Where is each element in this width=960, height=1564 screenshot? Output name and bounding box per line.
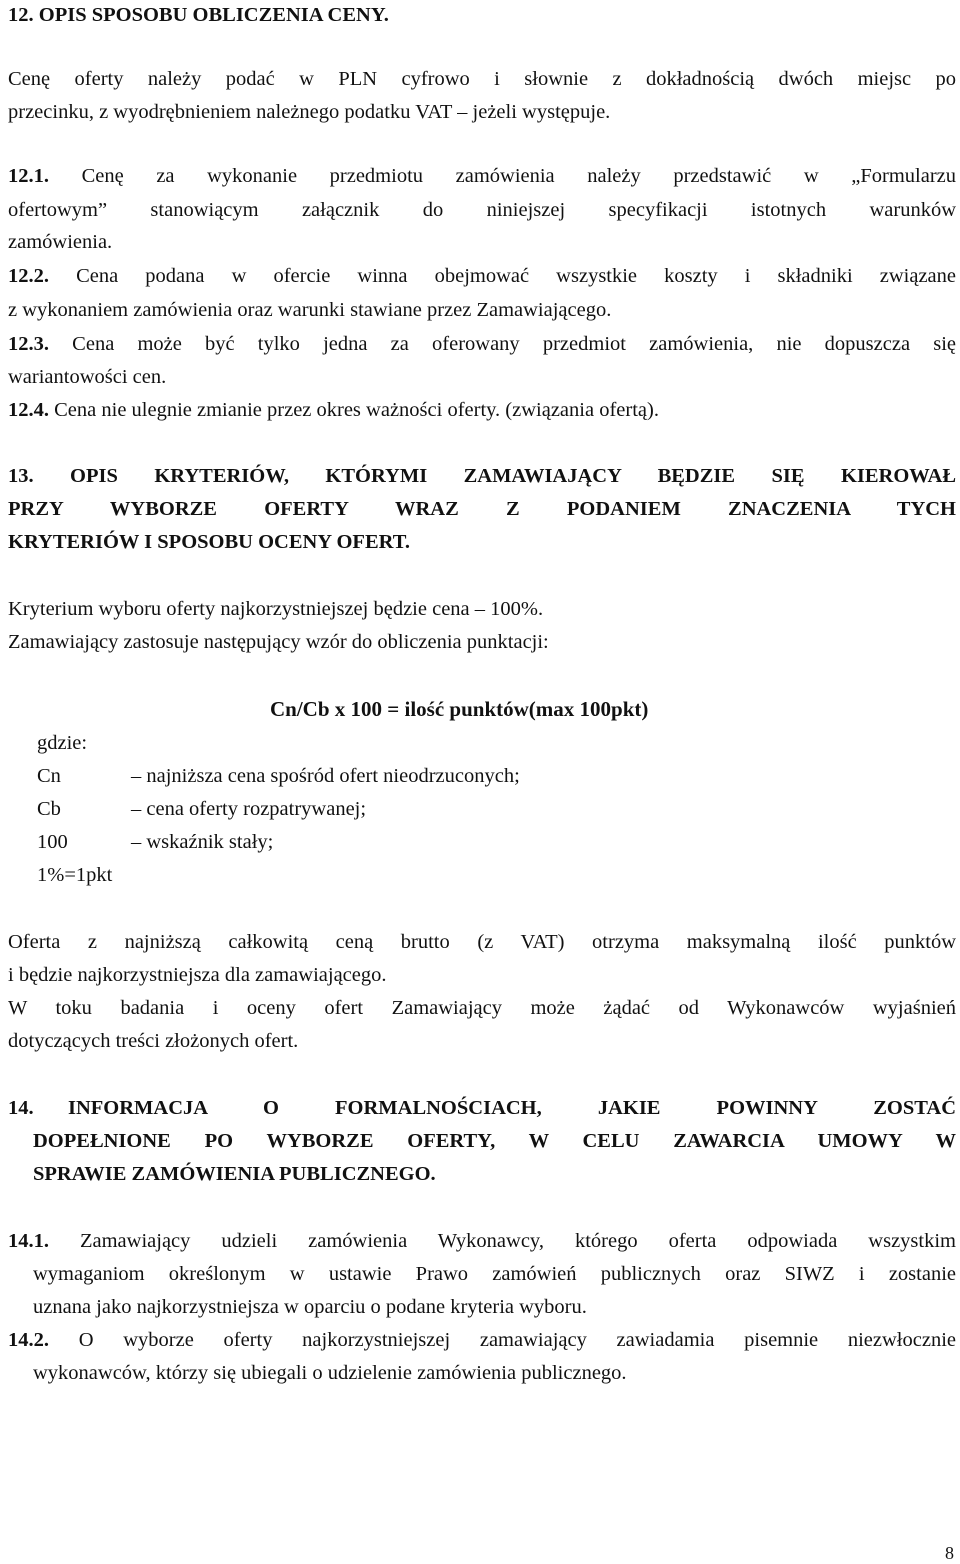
point-12-2-line-2: z wykonaniem zamówienia oraz warunki stawiane przez Zamawiającego. — [8, 299, 612, 321]
section-12-heading: 12. OPIS SPOSOBU OBLICZENIA CENY. — [8, 4, 389, 26]
def-symbol-100: 100 — [37, 831, 68, 853]
page-number: 8 — [945, 1543, 954, 1563]
formula-where-label: gdzie: — [37, 732, 88, 754]
def-desc-100: – wskaźnik stały; — [131, 831, 274, 853]
point-12-3-line-2: wariantowości cen. — [8, 366, 167, 388]
def-symbol-cb: Cb — [37, 798, 61, 820]
def-desc-cb: – cena oferty rozpatrywanej; — [131, 798, 367, 820]
point-12-3-line-1: 12.3. Cena może być tylko jedna za oferowany przedmiot zamówienia, nie dopuszcza się — [8, 333, 956, 355]
point-12-1-line-3: zamówienia. — [8, 231, 113, 253]
point-14-2-line-2: wykonawców, którzy się ubiegali o udzielenie zamówienia publicznego. — [33, 1362, 627, 1384]
section-14-number: 14. — [8, 1097, 34, 1119]
criterion-text: Kryterium wyboru oferty najkorzystniejszej będzie cena – 100%. — [8, 598, 544, 620]
point-12-4-line: 12.4. Cena nie ulegnie zmianie przez okres ważności oferty. (związania ofertą). — [8, 399, 659, 421]
point-12-1-line-2: ofertowym” stanowiącym załącznik do niniejszej specyfikacji istotnych warunków — [8, 199, 956, 221]
clarification-para-line-1: W toku badania i oceny ofert Zamawiający może żądać od Wykonawców wyjaśnień — [8, 997, 956, 1019]
point-14-1-line-3: uznana jako najkorzystniejsza w oparciu o podane kryteria wyboru. — [33, 1296, 587, 1318]
section-12-intro-line-1: Cenę oferty należy podać w PLN cyfrowo i słownie z dokładnością dwóch miejsc po — [8, 68, 956, 90]
section-13-heading-line-2: PRZY WYBORZE OFERTY WRAZ Z PODANIEM ZNACZENIA TYCH — [8, 498, 956, 520]
point-12-2-line-1: 12.2. Cena podana w ofercie winna obejmować wszystkie koszty i składniki związane — [8, 265, 956, 287]
lowest-price-para-line-1: Oferta z najniższą całkowitą ceną brutto (z VAT) otrzyma maksymalną ilość punktów — [8, 931, 956, 953]
scoring-formula: Cn/Cb x 100 = ilość punktów(max 100pkt) — [270, 697, 649, 721]
point-14-1-line-1: 14.1. Zamawiający udzieli zamówienia Wykonawcy, którego oferta odpowiada wszystkim — [8, 1230, 956, 1252]
lowest-price-para-line-2: i będzie najkorzystniejsza dla zamawiającego. — [8, 964, 387, 986]
section-13-heading-line-1: 13. OPIS KRYTERIÓW, KTÓRYMI ZAMAWIAJĄCY BĘDZIE SIĘ KIEROWAŁ — [8, 465, 956, 487]
section-14-heading-line-2: DOPEŁNIONE PO WYBORZE OFERTY, W CELU ZAWARCIA UMOWY W — [33, 1130, 956, 1152]
point-12-3-number: 12.3. — [8, 333, 49, 355]
point-14-1-line-2: wymaganiom określonym w ustawie Prawo zamówień publicznych oraz SIWZ i zostanie — [33, 1263, 956, 1285]
point-14-2-number: 14.2. — [8, 1329, 49, 1351]
document-page: 12. OPIS SPOSOBU OBLICZENIA CENY. Cenę oferty należy podać w PLN cyfrowo i słownie z dokładnością dwóch miejsc po przecinku, z wyodrębnieniem należnego podatku VAT – jeżeli występuje. 12.1. Cenę za wykonanie przedmiotu zamówienia należy przedstawić w „Formularzu ofertowym” stanowiącym załącznik do niniejszej specyfikacji istotnych warunków zamówienia. 12.2. Cena podana w ofercie winna obejmować wszystkie koszty i składniki związane z wykonaniem zamówienia oraz warunki stawiane przez Zamawiającego. 12.3. Cena może być tylko jedna za oferowany przedmiot zamówienia, nie dopuszcza się wariantowości cen. 12.4. Cena nie ulegnie zmianie przez okres ważności oferty. (związania ofertą). 13. OPIS KRYTERIÓW, KTÓRYMI ZAMAWIAJĄCY BĘDZIE SIĘ KIEROWAŁ PRZY WYBORZE OFERTY WRAZ Z PODANIEM ZNACZENIA TYCH KRYTERIÓW I SPOSOBU OCENY OFERT. Kryterium wyboru oferty najkorzystniejszej będzie cena – 100%. Zamawiający zastosuje następujący wzór do obliczenia punktacji: Cn/Cb x 100 = ilość punktów(max 100pkt) gdzie: Cn – najniższa cena spośród ofert nieodrzuconych; Cb – cena oferty rozpatrywanej; 100 – wskaźnik stały; 1%=1pkt Oferta z najniższą całkowitą ceną brutto (z VAT) otrzyma maksymalną ilość punktów i będzie najkorzystniejsza dla zamawiającego. W toku badania i oceny ofert Zamawiający może żądać od Wykonawców wyjaśnień dotyczących treści złożonych ofert. 14. INFORMACJA O FORMALNOŚCIACH, JAKIE POWINNY ZOSTAĆ DOPEŁNIONE PO WYBORZE OFERTY, W CELU ZAWARCIA UMOWY W SPRAWIE ZAMÓWIENIA PUBLICZNEGO. 14.1. Zamawiający udzieli zamówienia Wykonawcy, którego oferta odpowiada wszystkim wymaganiom określonym w ustawie Prawo zamówień publicznych oraz SIWZ i zostanie uznana jako najkorzystniejsza w oparciu o podane kryteria wyboru. 14.2. O wyborze oferty najkorzystniejszej zamawiający zawiadamia pisemnie niezwłocznie wykonawców, którzy się ubiegali o udzielenie zamówienia publicznego. 8 — [8, 4, 956, 1563]
def-symbol-percent: 1%=1pkt — [37, 864, 113, 886]
formula-intro: Zamawiający zastosuje następujący wzór do obliczenia punktacji: — [8, 631, 549, 653]
clarification-para-line-2: dotyczących treści złożonych ofert. — [8, 1030, 299, 1052]
section-14-heading-line-3: SPRAWIE ZAMÓWIENIA PUBLICZNEGO. — [33, 1163, 436, 1185]
point-14-1-number: 14.1. — [8, 1230, 49, 1252]
def-desc-cn: – najniższa cena spośród ofert nieodrzuconych; — [131, 765, 520, 787]
point-12-4-number: 12.4. — [8, 399, 49, 421]
point-12-1-line-1: 12.1. Cenę za wykonanie przedmiotu zamówienia należy przedstawić w „Formularzu — [8, 165, 956, 187]
point-12-1-number: 12.1. — [8, 165, 49, 187]
section-12-intro-line-2: przecinku, z wyodrębnieniem należnego podatku VAT – jeżeli występuje. — [8, 101, 611, 123]
point-14-2-line-1: 14.2. O wyborze oferty najkorzystniejszej zamawiający zawiadamia pisemnie niezwłocznie — [8, 1329, 956, 1351]
def-symbol-cn: Cn — [37, 765, 61, 787]
section-13-heading-line-3: KRYTERIÓW I SPOSOBU OCENY OFERT. — [8, 531, 410, 553]
point-12-2-number: 12.2. — [8, 265, 49, 287]
